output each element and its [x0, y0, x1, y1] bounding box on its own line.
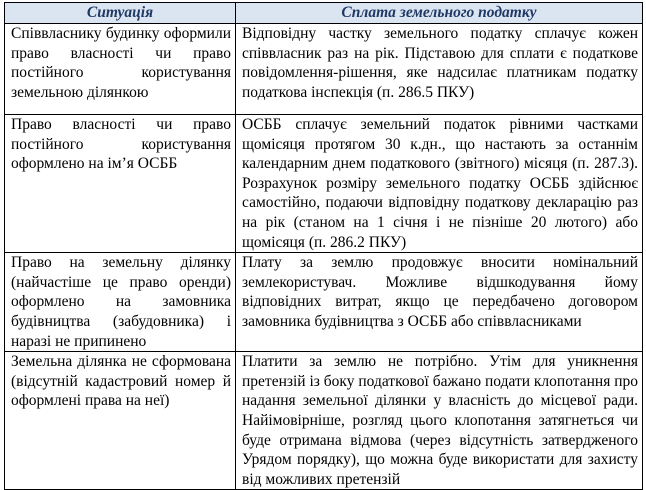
payment-cell: ОСББ сплачує земельний податок рівними частками щомісяця протягом 30 к.дн., що настають за останнім календарним днем податкового (звітного) місяця (п. 287.3). Розрахунок розміру земельного податку ОСББ здійснює самостійно, подаючи відповідну податкову декларацію раз на рік (станом на 1 січня і не пізніше 20 лютого) або щомісяця (п. 286.2 ПКУ) — [236, 115, 643, 253]
payment-cell: Відповідну частку земельного податку сплачує кожен співвласник раз на рік. Підставою для сплати є податкове повідомлення-рішення, яке надсилає платникам податку податкова інспекція (п. 286.5 ПКУ) — [236, 24, 643, 115]
situation-cell: Право власності чи право постійного користування оформлено на ім’я ОСББ — [5, 115, 236, 253]
situation-cell: Право на земельну ділянку (найчастіше це право оренди) оформлено на замовника будівництва (забудовника) і наразі не припинено — [5, 253, 236, 352]
table-row — [5, 253, 643, 352]
table-row — [5, 352, 643, 490]
land-tax-table — [4, 2, 643, 490]
table-header-row — [5, 3, 643, 24]
payment-cell: Платити за землю не потрібно. Утім для уникнення претензій із боку податкової бажано подати клопотання про надання земельної ділянки у власність до місцевої ради. Найімовірніше, розгляд цього клопотання затягнеться чи буде отримана відмова (через відсутність затвердженого Урядом порядку), що можна буде використати для захисту від можливих претензій — [236, 352, 643, 490]
header-payment: Сплата земельного податку — [236, 3, 643, 24]
table-row — [5, 115, 643, 253]
table-row — [5, 24, 643, 115]
payment-cell: Плату за землю продовжує вносити номінальний землекористувач. Можливе відшкодування йому відповідних витрат, якщо це передбачено договором замовника будівництва з ОСББ або співвласниками — [236, 253, 643, 352]
situation-cell: Земельна ділянка не сформована (відсутній кадастровий номер й оформлені права на неї) — [5, 352, 236, 490]
situation-cell: Співвласнику будинку оформили право власності чи право постійного користування земельною ділянкою — [5, 24, 236, 115]
header-situation: Ситуація — [5, 3, 236, 24]
